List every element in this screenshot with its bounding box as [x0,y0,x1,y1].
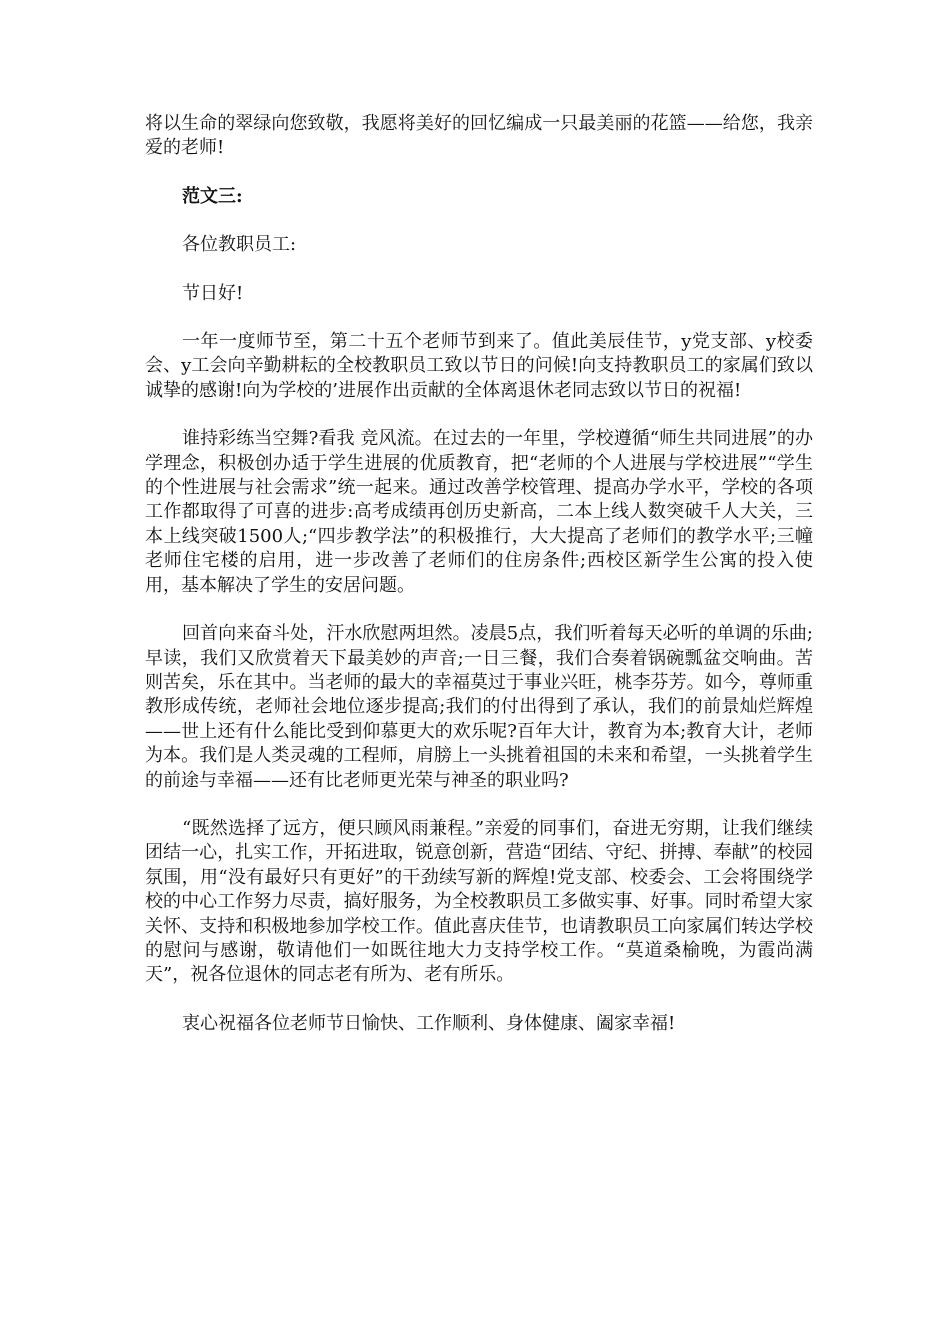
body-paragraph-4: “既然选择了远方，便只顾风雨兼程。”亲爱的同事们，奋进无穷期，让我们继续团结一心，扎实工作，开拓进取，锐意创新，营造“团结、守纪、拼搏、奉献”的校园氛围，用“没有最好只有更好”的干劲续写新的辉煌!党支部、校委会、工会将围绕学校的中心工作努力尽责，搞好服务，为全校教职员工多做实事、好事。同时希望大家关怀、支持和积极地参加学校工作。值此喜庆佳节，也请教职员工向家属们转达学校的慰问与感谢，敬请他们一如既往地大力支持学校工作。“莫道桑榆晚，为霞尚满天”，祝各位退休的同志老有所为、老有所乐。 [145,817,813,986]
document-page [145,112,813,1036]
section-heading: 范文三: [182,185,243,207]
body-paragraph-2: 谁持彩练当空舞?看我 竞风流。在过去的一年里，学校遵循“师生共同进展”的办学理念，积极创办适于学生进展的优质教育，把“老师的个人进展与学校进展”“学生的个性进展与社会需求”统一起来。通过改善学校管理、提高办学水平，学校的各项工作都取得了可喜的进步:高考成绩再创历史新高，二本上线人数突破千人大关，三本上线突破1500人;“四步教学法”的积极推行，大大提高了老师们的教学水平;三幢老师住宅楼的启用，进一步改善了老师们的住房条件;西校区新学生公寓的投入使用，基本解决了学生的安居问题。 [145,428,813,596]
body-paragraph-1: 一年一度师节至，第二十五个老师节到来了。值此美辰佳节，y党支部、y校委会、y工会向辛勤耕耘的全校教职员工致以节日的问候!向支持教职员工的家属们致以诚挚的感谢!向为学校的’进展作出贡献的全体离退休老同志致以节日的祝福! [145,331,813,401]
body-paragraph-3: 回首向来奋斗处，汗水欣慰两坦然。凌晨5点，我们听着每天必听的单调的乐曲;早读，我们又欣赏着天下最美妙的声音;一日三餐，我们合奏着锅碗瓢盆交响曲。苦则苦矣，乐在其中。当老师的最大的幸福莫过于事业兴旺，桃李芬芳。如今，尊师重教形成传统，老师社会地位逐步提高;我们的付出得到了承认，我们的前景灿烂辉煌——世上还有什么能比受到仰慕更大的欢乐呢?百年大计，教育为本;教育大计，老师为本。我们是人类灵魂的工程师，肩膀上一头挑着祖国的未来和希望，一头挑着学生的前途与幸福——还有比老师更光荣与神圣的职业吗? [145,623,813,791]
closing-paragraph: 衷心祝福各位老师节日愉快、工作顺利、身体健康、阖家幸福! [182,1012,676,1034]
continuation-paragraph: 将以生命的翠绿向您致敬，我愿将美好的回忆编成一只最美丽的花篮——给您，我亲爱的老师! [145,113,813,159]
salutation: 各位教职员工: [182,234,297,256]
greeting: 节日好! [182,282,244,304]
